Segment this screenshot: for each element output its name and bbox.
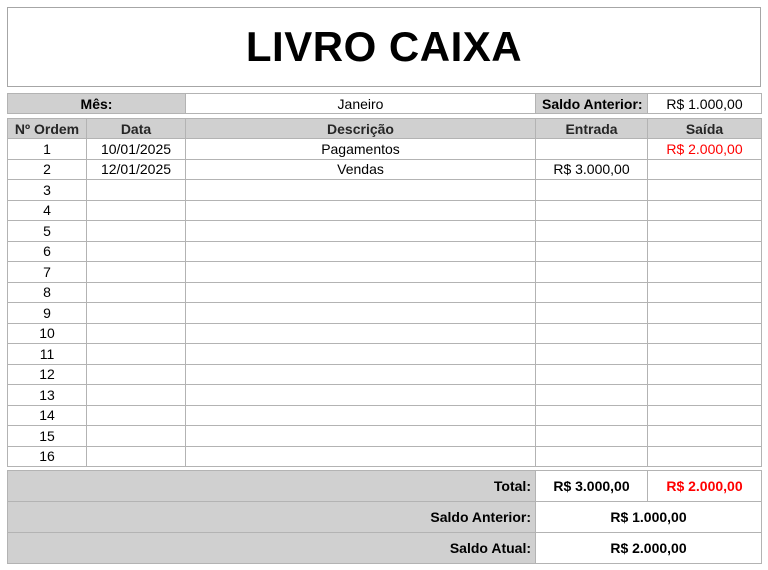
cell-expense[interactable]	[648, 446, 762, 467]
cell-description[interactable]	[186, 323, 536, 344]
cell-order[interactable]: 5	[8, 221, 87, 242]
cell-income[interactable]	[536, 139, 648, 160]
cell-order[interactable]: 4	[8, 200, 87, 221]
cell-description[interactable]	[186, 262, 536, 283]
cell-order[interactable]: 15	[8, 426, 87, 447]
table-row	[8, 282, 762, 303]
cell-date[interactable]: 10/01/2025	[87, 139, 186, 160]
cell-date[interactable]: 12/01/2025	[87, 159, 186, 180]
cell-income[interactable]	[536, 323, 648, 344]
cell-description[interactable]	[186, 282, 536, 303]
summary-prev-balance-cell[interactable]: R$ 1.000,00	[536, 502, 762, 533]
column-header-date: Data	[87, 119, 186, 139]
cell-order[interactable]: 12	[8, 364, 87, 385]
cell-description[interactable]: Pagamentos	[186, 139, 536, 160]
cell-description[interactable]	[186, 405, 536, 426]
cell-order[interactable]: 6	[8, 241, 87, 262]
total-row	[8, 471, 762, 502]
table-row	[8, 262, 762, 283]
cell-income[interactable]	[536, 262, 648, 283]
cell-order[interactable]: 9	[8, 303, 87, 324]
table-row	[8, 323, 762, 344]
total-income-cell[interactable]: R$ 3.000,00	[536, 471, 648, 502]
table-row	[8, 405, 762, 426]
cell-date[interactable]	[87, 282, 186, 303]
cell-income[interactable]	[536, 426, 648, 447]
cell-income[interactable]	[536, 180, 648, 201]
cell-income[interactable]	[536, 303, 648, 324]
prev-balance-value-cell[interactable]: R$ 1.000,00	[648, 94, 762, 114]
cell-date[interactable]	[87, 200, 186, 221]
column-header-expense: Saída	[648, 119, 762, 139]
cell-expense[interactable]	[648, 405, 762, 426]
cell-date[interactable]	[87, 241, 186, 262]
column-header-order: Nº Ordem	[8, 119, 87, 139]
cell-date[interactable]	[87, 344, 186, 365]
table-row	[8, 426, 762, 447]
cell-date[interactable]	[87, 364, 186, 385]
column-header-description: Descrição	[186, 119, 536, 139]
total-expense-cell[interactable]: R$ 2.000,00	[648, 471, 762, 502]
table-row	[8, 303, 762, 324]
cell-description[interactable]	[186, 303, 536, 324]
cell-date[interactable]	[87, 385, 186, 406]
cell-income[interactable]	[536, 200, 648, 221]
prev-balance-row	[8, 502, 762, 533]
cell-description[interactable]	[186, 180, 536, 201]
cell-order[interactable]: 11	[8, 344, 87, 365]
page-title: LIVRO CAIXA	[245, 23, 523, 70]
table-row	[8, 344, 762, 365]
cell-description[interactable]: Vendas	[186, 159, 536, 180]
summary-prev-balance-label: Saldo Anterior:	[8, 502, 536, 533]
cell-description[interactable]	[186, 446, 536, 467]
cell-expense[interactable]	[648, 323, 762, 344]
cell-expense[interactable]	[648, 303, 762, 324]
cell-order[interactable]: 3	[8, 180, 87, 201]
cell-description[interactable]	[186, 200, 536, 221]
cell-description[interactable]	[186, 221, 536, 242]
cell-order[interactable]: 1	[8, 139, 87, 160]
cell-expense[interactable]	[648, 344, 762, 365]
cell-date[interactable]	[87, 180, 186, 201]
cell-description[interactable]	[186, 364, 536, 385]
cell-date[interactable]	[87, 262, 186, 283]
cell-expense[interactable]	[648, 426, 762, 447]
table-row	[8, 180, 762, 201]
cell-income[interactable]	[536, 282, 648, 303]
cell-expense[interactable]	[648, 385, 762, 406]
cell-date[interactable]	[87, 426, 186, 447]
cell-expense[interactable]	[648, 200, 762, 221]
month-value-cell[interactable]: Janeiro	[186, 94, 536, 114]
cell-order[interactable]: 7	[8, 262, 87, 283]
current-balance-cell[interactable]: R$ 2.000,00	[536, 533, 762, 564]
cell-expense[interactable]	[648, 364, 762, 385]
cell-description[interactable]	[186, 385, 536, 406]
cell-date[interactable]	[87, 405, 186, 426]
cell-income[interactable]: R$ 3.000,00	[536, 159, 648, 180]
cell-description[interactable]	[186, 344, 536, 365]
table-row	[8, 241, 762, 262]
table-body	[8, 139, 762, 467]
prev-balance-label: Saldo Anterior:	[536, 94, 648, 114]
cell-order[interactable]: 16	[8, 446, 87, 467]
month-row	[8, 94, 762, 114]
cell-order[interactable]: 2	[8, 159, 87, 180]
cell-date[interactable]	[87, 221, 186, 242]
cell-order[interactable]: 10	[8, 323, 87, 344]
column-header-income: Entrada	[536, 119, 648, 139]
cell-date[interactable]	[87, 303, 186, 324]
table-row	[8, 446, 762, 467]
table-row	[8, 139, 762, 160]
total-label: Total:	[8, 471, 536, 502]
cell-date[interactable]	[87, 446, 186, 467]
cell-date[interactable]	[87, 323, 186, 344]
cell-income[interactable]	[536, 405, 648, 426]
table-row	[8, 200, 762, 221]
table-row	[8, 221, 762, 242]
cell-income[interactable]	[536, 221, 648, 242]
table-header-row	[8, 119, 762, 139]
month-label: Mês:	[8, 94, 186, 114]
transactions-table	[7, 118, 762, 467]
cell-income[interactable]	[536, 344, 648, 365]
cell-order[interactable]: 14	[8, 405, 87, 426]
cell-expense[interactable]	[648, 221, 762, 242]
cell-order[interactable]: 13	[8, 385, 87, 406]
cell-income[interactable]	[536, 446, 648, 467]
cell-expense[interactable]	[648, 180, 762, 201]
table-row	[8, 159, 762, 180]
cell-description[interactable]	[186, 426, 536, 447]
current-balance-row	[8, 533, 762, 564]
cash-book-sheet	[7, 7, 761, 564]
table-row	[8, 385, 762, 406]
cell-income[interactable]	[536, 385, 648, 406]
cell-income[interactable]	[536, 364, 648, 385]
cell-expense[interactable]	[648, 282, 762, 303]
cell-expense[interactable]	[648, 241, 762, 262]
title-cell[interactable]	[7, 7, 761, 87]
summary-table	[7, 470, 762, 564]
cell-expense[interactable]	[648, 262, 762, 283]
month-header-table	[7, 93, 762, 114]
cell-description[interactable]	[186, 241, 536, 262]
cell-income[interactable]	[536, 241, 648, 262]
current-balance-label: Saldo Atual:	[8, 533, 536, 564]
cell-expense[interactable]	[648, 159, 762, 180]
cell-expense[interactable]: R$ 2.000,00	[648, 139, 762, 160]
table-row	[8, 364, 762, 385]
cell-order[interactable]: 8	[8, 282, 87, 303]
